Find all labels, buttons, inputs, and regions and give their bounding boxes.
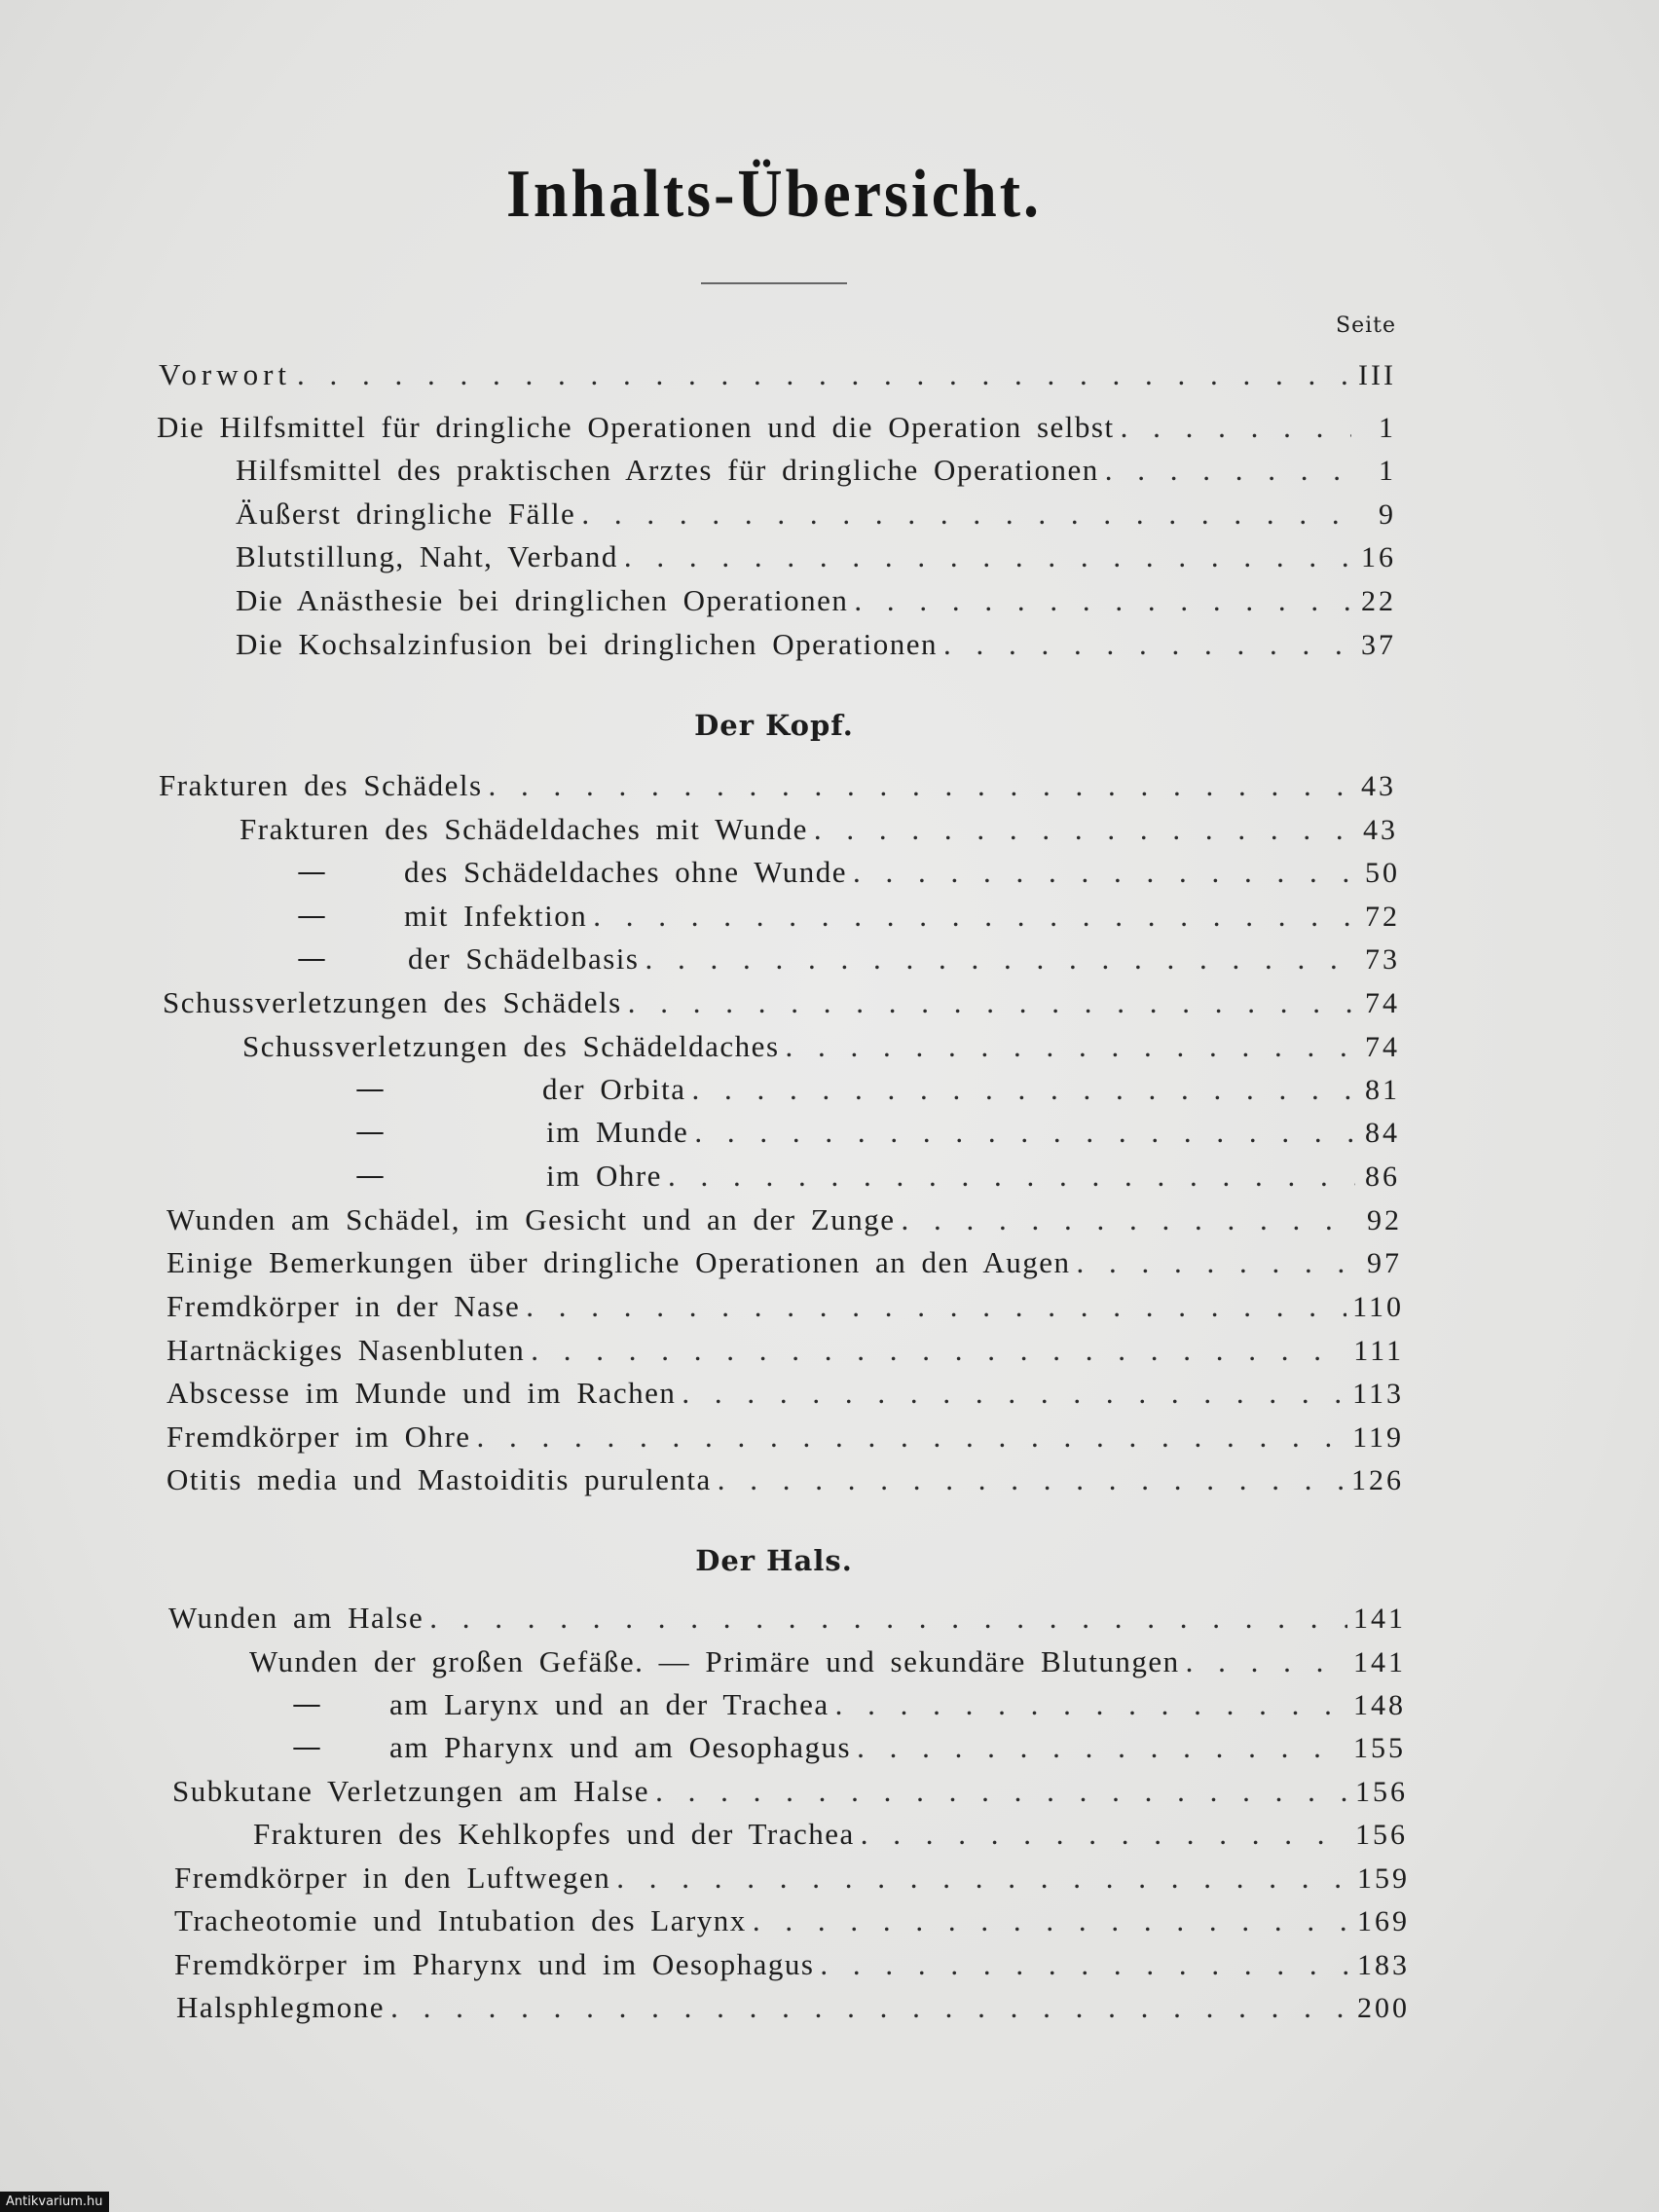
toc-entry[interactable] xyxy=(389,1685,1406,1724)
leader-dots xyxy=(1105,451,1351,490)
leader-dots xyxy=(682,1374,1346,1413)
entry-page: 74 xyxy=(1365,987,1400,1019)
toc-entry[interactable] xyxy=(542,1070,1400,1109)
entry-page: 141 xyxy=(1353,1603,1406,1635)
toc-entry[interactable] xyxy=(159,355,1396,394)
entry-page: 183 xyxy=(1357,1949,1410,1981)
entry-label: mit Infektion xyxy=(404,899,588,933)
toc-entry[interactable] xyxy=(389,1728,1406,1767)
ditto-dash: — xyxy=(355,1159,385,1193)
entry-label: des Schädeldaches ohne Wunde xyxy=(404,855,848,889)
ditto-dash: — xyxy=(292,1730,321,1764)
toc-entry[interactable] xyxy=(174,1859,1410,1898)
ditto-dash: — xyxy=(355,1115,385,1149)
toc-entry[interactable] xyxy=(236,451,1396,490)
toc-entry[interactable] xyxy=(174,1945,1410,1984)
entry-label: Schussverletzungen des Schädels xyxy=(163,985,622,1019)
leader-dots xyxy=(854,581,1351,620)
entry-page: 50 xyxy=(1365,857,1400,889)
section-heading-hals: Der Hals. xyxy=(695,1544,853,1577)
leader-dots xyxy=(624,537,1351,576)
leader-dots xyxy=(489,766,1351,805)
entry-label: Fremdkörper im Pharynx und im Oesophagus xyxy=(174,1947,815,1981)
entry-page: III xyxy=(1358,359,1396,391)
toc-entry[interactable] xyxy=(166,1331,1404,1370)
entry-page: 119 xyxy=(1352,1421,1404,1454)
entry-page: 73 xyxy=(1365,943,1400,976)
entry-label: Fremdkörper im Ohre xyxy=(166,1419,471,1454)
entry-label: Äußerst dringliche Fälle xyxy=(236,497,576,531)
entry-label: im Munde xyxy=(546,1115,689,1149)
leader-dots xyxy=(645,940,1355,978)
toc-entry[interactable] xyxy=(174,1901,1410,1940)
entry-page: 43 xyxy=(1363,814,1398,846)
toc-entry[interactable] xyxy=(166,1200,1402,1239)
entry-label: Hilfsmittel des praktischen Arztes für dringliche Operationen xyxy=(236,453,1099,487)
entry-page: 169 xyxy=(1357,1905,1410,1937)
leader-dots xyxy=(820,1945,1351,1984)
leader-dots xyxy=(753,1901,1351,1940)
entry-label: der Orbita xyxy=(542,1072,686,1106)
entry-page: 156 xyxy=(1355,1776,1408,1808)
entry-label: der Schädelbasis xyxy=(408,941,640,976)
section-heading-kopf: Der Kopf. xyxy=(694,709,854,742)
entry-label: Schussverletzungen des Schädeldaches xyxy=(242,1029,780,1063)
toc-entry[interactable] xyxy=(163,983,1400,1022)
entry-page: 159 xyxy=(1357,1862,1410,1895)
ditto-dash: — xyxy=(297,899,326,933)
entry-page: 141 xyxy=(1353,1646,1406,1678)
entry-label: Vorwort xyxy=(159,357,292,391)
entry-label: Fremdkörper in der Nase xyxy=(166,1289,521,1323)
toc-entry[interactable] xyxy=(236,581,1396,620)
toc-entry[interactable] xyxy=(176,1988,1410,2027)
entry-label: Die Anästhesie bei dringlichen Operationen xyxy=(236,583,849,617)
entry-page: 110 xyxy=(1352,1291,1404,1323)
entry-label: Wunden am Halse xyxy=(168,1601,424,1635)
toc-entry[interactable] xyxy=(168,1599,1406,1638)
toc-entry[interactable] xyxy=(166,1243,1402,1282)
toc-entry[interactable] xyxy=(157,408,1396,447)
entry-page: 22 xyxy=(1361,585,1396,617)
leader-dots xyxy=(616,1859,1351,1898)
entry-page: 156 xyxy=(1355,1819,1408,1851)
entry-page: 1 xyxy=(1379,455,1396,487)
leader-dots xyxy=(943,625,1351,664)
entry-page: 155 xyxy=(1353,1732,1406,1764)
leader-dots xyxy=(786,1027,1355,1066)
entry-label: Otitis media und Mastoiditis purulenta xyxy=(166,1462,712,1496)
leader-dots xyxy=(1121,408,1351,447)
entry-page: 9 xyxy=(1379,498,1396,531)
toc-entry[interactable] xyxy=(253,1815,1408,1854)
entry-label: Wunden der großen Gefäße. — Primäre und sekundäre Blutungen xyxy=(249,1644,1180,1678)
entry-label: Blutstillung, Naht, Verband xyxy=(236,539,618,573)
leader-dots xyxy=(655,1772,1349,1811)
leader-dots xyxy=(297,355,1351,394)
entry-label: am Larynx und an der Trachea xyxy=(389,1687,830,1721)
leader-dots xyxy=(531,1331,1347,1370)
toc-entry[interactable] xyxy=(240,810,1398,849)
title-rule xyxy=(701,282,847,284)
toc-entry[interactable] xyxy=(404,897,1400,936)
leader-dots xyxy=(718,1460,1346,1499)
entry-page: 1 xyxy=(1379,412,1396,444)
column-header-seite: Seite xyxy=(1336,313,1396,338)
leader-dots xyxy=(593,897,1355,936)
entry-label: am Pharynx und am Oesophagus xyxy=(389,1730,852,1764)
leader-dots xyxy=(1186,1642,1347,1681)
ditto-dash: — xyxy=(292,1687,321,1721)
entry-page: 43 xyxy=(1361,770,1396,802)
entry-label: Halsphlegmone xyxy=(176,1990,386,2024)
toc-entry[interactable] xyxy=(166,1460,1404,1499)
entry-page: 111 xyxy=(1353,1335,1404,1367)
leader-dots xyxy=(628,983,1355,1022)
entry-page: 113 xyxy=(1352,1378,1404,1410)
leader-dots xyxy=(814,810,1353,849)
watermark: Antikvarium.hu xyxy=(0,2192,109,2212)
toc-entry[interactable] xyxy=(236,625,1396,664)
toc-entry[interactable] xyxy=(408,940,1400,978)
leader-dots xyxy=(390,1988,1351,2027)
leader-dots xyxy=(581,495,1351,534)
entry-label: Frakturen des Schädeldaches mit Wunde xyxy=(240,812,808,846)
entry-page: 200 xyxy=(1357,1992,1410,2024)
entry-label: Die Hilfsmittel für dringliche Operationen und die Operation selbst xyxy=(157,410,1115,444)
entry-label: Frakturen des Schädels xyxy=(159,768,483,802)
entry-page: 81 xyxy=(1365,1074,1400,1106)
entry-label: Tracheotomie und Intubation des Larynx xyxy=(174,1903,747,1937)
entry-label: Frakturen des Kehlkopfes und der Trachea xyxy=(253,1817,855,1851)
entry-page: 126 xyxy=(1351,1464,1404,1496)
toc-entry[interactable] xyxy=(166,1287,1404,1326)
ditto-dash: — xyxy=(297,855,326,889)
entry-page: 72 xyxy=(1365,901,1400,933)
toc-entry[interactable] xyxy=(166,1374,1404,1413)
toc-entry[interactable] xyxy=(236,537,1396,576)
leader-dots xyxy=(902,1200,1358,1239)
toc-entry[interactable] xyxy=(242,1027,1400,1066)
entry-label: Die Kochsalzinfusion bei dringlichen Operationen xyxy=(236,627,938,661)
leader-dots xyxy=(692,1070,1355,1109)
leader-dots xyxy=(835,1685,1347,1724)
entry-label: Subkutane Verletzungen am Halse xyxy=(172,1774,650,1808)
toc-entry[interactable] xyxy=(159,766,1396,805)
toc-entry[interactable] xyxy=(404,853,1400,892)
ditto-dash: — xyxy=(355,1072,385,1106)
entry-label: Abscesse im Munde und im Rachen xyxy=(166,1376,677,1410)
toc-entry[interactable] xyxy=(546,1113,1400,1152)
entry-page: 148 xyxy=(1353,1689,1406,1721)
toc-entry[interactable] xyxy=(546,1157,1400,1196)
toc-entry[interactable] xyxy=(166,1418,1404,1456)
ditto-dash: — xyxy=(297,941,326,976)
leader-dots xyxy=(526,1287,1346,1326)
leader-dots xyxy=(694,1113,1355,1152)
toc-entry[interactable] xyxy=(236,495,1396,534)
entry-page: 84 xyxy=(1365,1117,1400,1149)
toc-entry[interactable] xyxy=(249,1642,1406,1681)
page-title: Inhalts-Übersicht. xyxy=(505,155,1043,232)
entry-page: 37 xyxy=(1361,629,1396,661)
leader-dots xyxy=(477,1418,1347,1456)
entry-label: Hartnäckiges Nasenbluten xyxy=(166,1333,526,1367)
entry-page: 74 xyxy=(1365,1031,1400,1063)
leader-dots xyxy=(1077,1243,1358,1282)
entry-page: 86 xyxy=(1365,1161,1400,1193)
leader-dots xyxy=(857,1728,1347,1767)
toc-entry[interactable] xyxy=(172,1772,1408,1811)
entry-label: Einige Bemerkungen über dringliche Operationen an den Augen xyxy=(166,1245,1071,1279)
leader-dots xyxy=(668,1157,1355,1196)
leader-dots xyxy=(853,853,1355,892)
leader-dots xyxy=(429,1599,1347,1638)
entry-label: Wunden am Schädel, im Gesicht und an der Zunge xyxy=(166,1202,896,1236)
entry-page: 16 xyxy=(1361,541,1396,573)
leader-dots xyxy=(861,1815,1349,1854)
entry-label: Fremdkörper in den Luftwegen xyxy=(174,1861,611,1895)
entry-label: im Ohre xyxy=(546,1159,662,1193)
entry-page: 92 xyxy=(1367,1204,1402,1236)
entry-page: 97 xyxy=(1367,1247,1402,1279)
